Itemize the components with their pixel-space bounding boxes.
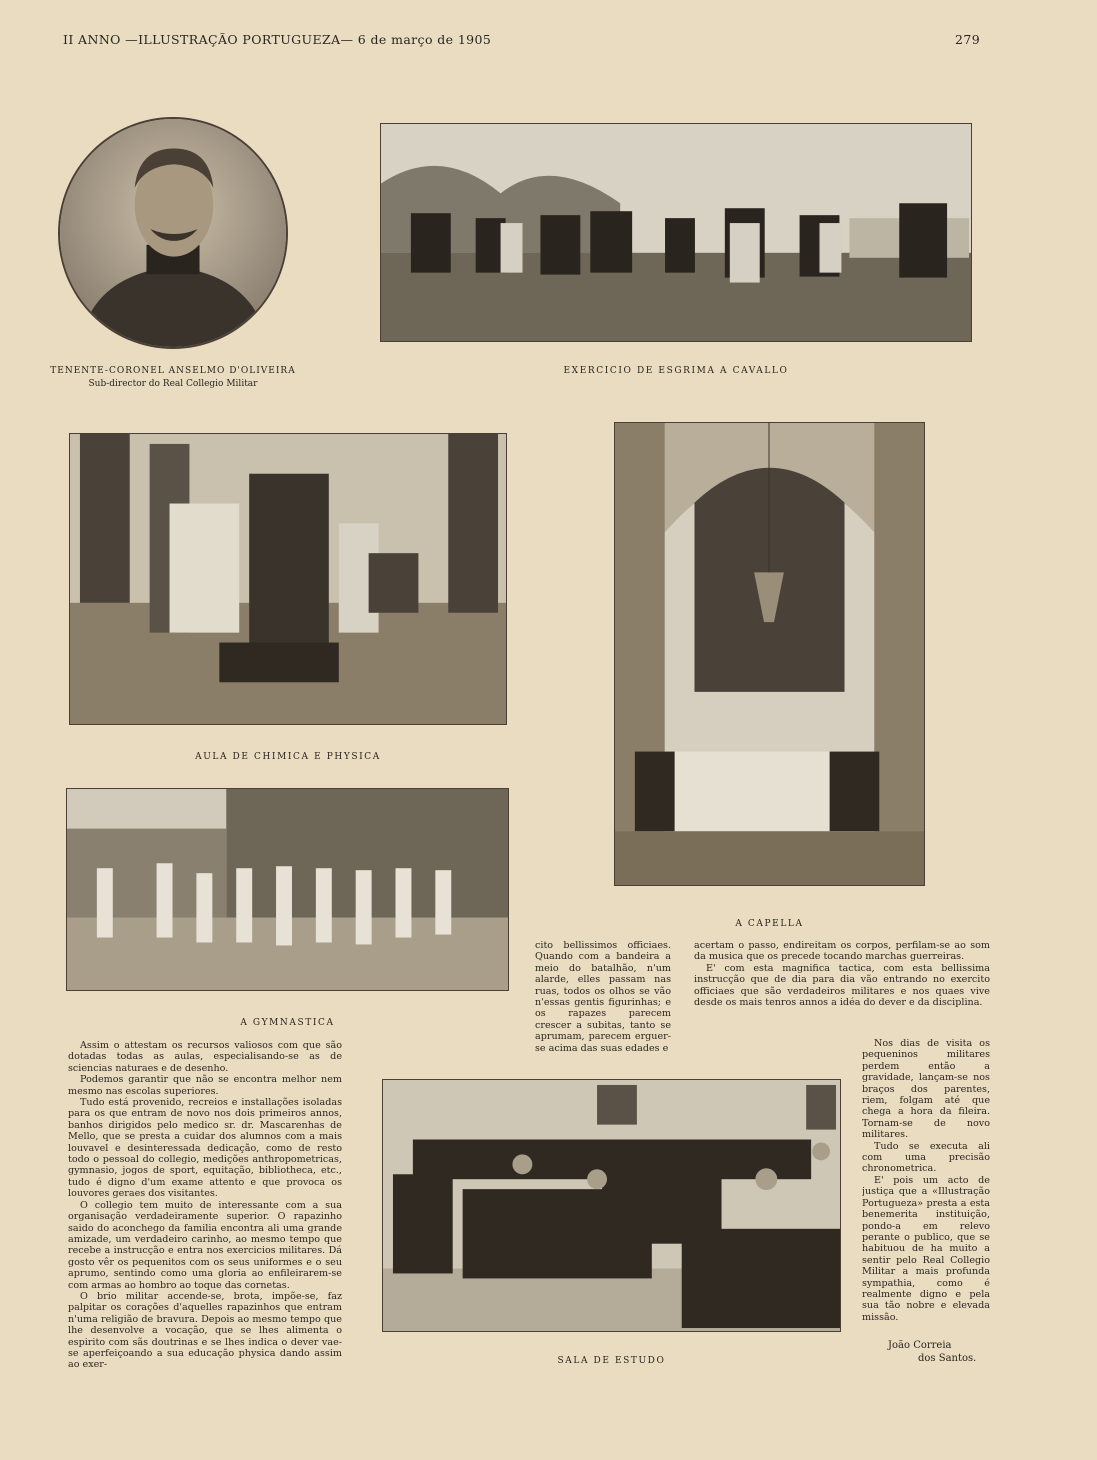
- signature-line-1: João Correia: [888, 1340, 952, 1351]
- chapel-caption: A CAPELLA: [735, 919, 804, 929]
- chemistry-caption: AULA DE CHIMICA E PHYSICA: [195, 752, 381, 762]
- fencing-photo: [380, 123, 972, 342]
- paragraph: O collegio tem muito de interessante com a sua organisação verdadeiramente superior. O rapazinho saido do aconchego da familia encontra ali uma grande amizade, um verdadeiro carinho, ao mesmo tempo que recebe a instrucção e entra nos exercicios militares. Dá gosto vêr os pequenitos com os seus uniformes e o seu aprumo, sentindo como uma gloria ao enfileirarem-se com armas ao hombro ao toque das cornetas.: [68, 1199, 342, 1291]
- fencing-caption: EXERCICIO DE ESGRIMA A CAVALLO: [563, 366, 789, 376]
- paragraph: E' pois um acto de justiça que a «Illustração Portugueza» presta a esta benemerita instituição, pondo-a em relevo perante o publico, que se habituou de ha muito a sentir pelo Real Collegio Militar a mais profunda sympathia, como é realmente digno e pela sua tão nobre e elevada missão.: [862, 1174, 990, 1323]
- study-hall-caption: SALA DE ESTUDO: [557, 1356, 666, 1366]
- paragraph: acertam o passo, endireitam os corpos, perfilam-se ao som da musica que os precede tocando marchas guerreiras.: [694, 940, 990, 963]
- chemistry-photo: [69, 433, 507, 725]
- running-header: II ANNO —ILLUSTRAÇÃO PORTUGUEZA— 6 de março de 1905: [63, 32, 492, 47]
- signature-line-2: dos Santos.: [918, 1353, 977, 1364]
- paragraph: Podemos garantir que não se encontra melhor nem mesmo nas escolas superiores.: [68, 1074, 342, 1097]
- article-column-right-narrow: [862, 1038, 990, 1344]
- paragraph: Assim o attestam os recursos valiosos com que são dotadas todas as aulas, especialisando-se as de sciencias naturaes e de desenho.: [68, 1040, 342, 1074]
- paragraph: Nos dias de visita os pequeninos militares perdem então a gravidade, lançam-se nos braços dos parentes, riem, folgam até que chega a hora da fileira. Tornam-se de novo militares.: [862, 1038, 990, 1141]
- paragraph: cito bellissimos officiaes. Quando com a bandeira a meio do batalhão, n'um alarde, elles passam nas ruas, todos os olhos se vão n'essas gentis figurinhas; e os rapazes parecem crescer a subitas, tanto se aprumam, parecem erguer-se acima das suas edades e: [535, 940, 671, 1054]
- article-column-right-top: [694, 940, 990, 1038]
- paragraph: O brio militar accende-se, brota, impõe-se, faz palpitar os corações d'aquelles rapazinhos que entram n'uma religião de bravura. Depois ao mesmo tempo que lhe desenvolve a vocação, que se lhes alimenta o espirito com sãs doutrinas e se lhes indica o dever vae-se aperfeiçoando a sua educação physica dando assim ao exer-: [68, 1290, 342, 1370]
- paragraph: Tudo se executa ali com uma precisão chronometrica.: [862, 1140, 990, 1175]
- chapel-photo: [614, 422, 925, 886]
- portrait-subcaption: Sub-director do Real Collegio Militar: [88, 379, 258, 389]
- paragraph: Tudo está provenido, recreios e installações isoladas para os que entram de novo nos dois primeiros annos, banhos dirigidos pelo medico sr. dr. Mascarenhas de Mello, que se presta a cuidar dos alumnos com a mais louvavel e desinteressada dedicação, como de resto todo o pessoal do collegio, medições anthropometricas, gymnasio, jogos de sport, equitação, bibliotheca, etc., tudo é digno d'um exame attento e que provoca os louvores geraes dos visitantes.: [68, 1097, 342, 1200]
- article-column-left: [68, 1040, 342, 1370]
- page-number: 279: [955, 32, 981, 47]
- gymnastics-photo: [66, 788, 509, 991]
- paragraph: E' com esta magnifica tactica, com esta bellissima instrucção que de dia para dia vão entrando no exercito officiaes que são verdadeiros militares e nos quaes vive desde os mais tenros annos a idéa do dever e da disciplina.: [694, 962, 990, 1009]
- portrait-photo: [58, 117, 288, 349]
- gymnastics-caption: A GYMNASTICA: [240, 1018, 335, 1028]
- portrait-caption: TENENTE-CORONEL ANSELMO D'OLIVEIRA: [50, 366, 296, 376]
- article-column-middle: [535, 940, 671, 1060]
- study-hall-photo: [382, 1079, 841, 1332]
